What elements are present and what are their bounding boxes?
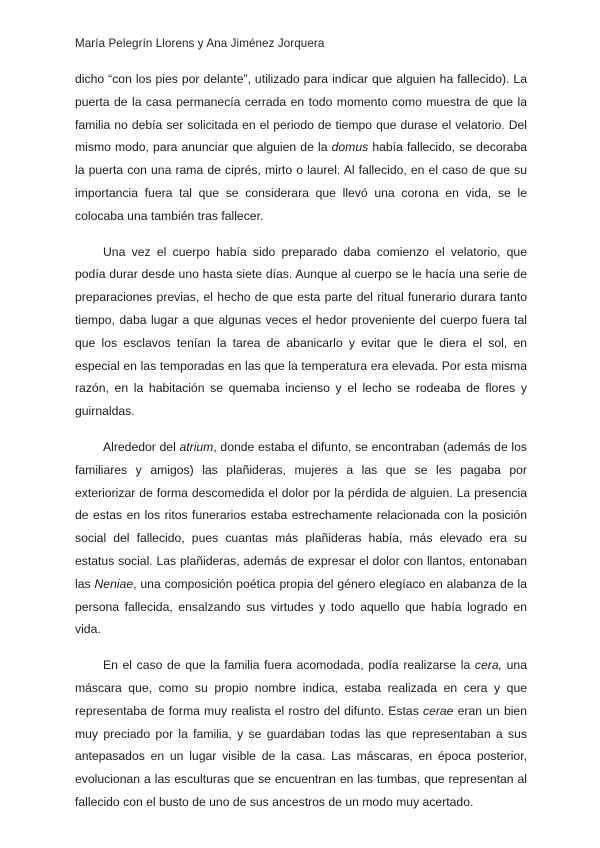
paragraph-text: Alrededor del (103, 439, 180, 454)
running-header-authors: María Pelegrín Llorens y Ana Jiménez Jorquera (75, 37, 325, 50)
italic-term: domus (331, 140, 369, 155)
italic-term: cerae (422, 703, 454, 718)
paragraph-1 (75, 68, 527, 228)
paragraph-text: eran un bien muy preciado por la familia, y se guardaban todas las que representaban a sus antepasados en un lugar visible de la casa. Las máscaras, en época posterior, evolucionan a las esculturas que se encuentran en las tumbas, que representan al fallecido con el busto de uno de sus ancestros de un modo muy acertado. (75, 703, 527, 809)
paragraph-text: En el caso de que la familia fuera acomodada, podía realizarse la (103, 658, 475, 673)
paragraph-text: , una composición poética propia del género elegíaco en alabanza de la persona fallecida, ensalzando sus virtudes y todo aquello que había logrado en vida. (75, 576, 527, 637)
paragraph-text: , donde estaba el difunto, se encontraban (además de los familiares y amigos) las plañideras, mujeres a las que se les pagaba por exteriorizar de forma descomedida el dolor por la pérdida de alguien. La presencia de estas en los ritos funerarios estaba estrechamente relacionada con la posición social del fallecido, pues cuantas más plañideras había, más elevado era su estatus social. Las plañideras, además de expresar el dolor con llantos, entonaban las (75, 439, 527, 591)
paragraph-4 (75, 654, 527, 814)
paragraph-3 (75, 436, 527, 641)
italic-term: cera, (474, 658, 503, 673)
paragraph-text: dicho “con los pies por delante”, utilizado para indicar que alguien ha fallecido). La puerta de la casa permanecía cerrada en todo momento como muestra de que la familia no debía ser solicitada en el periodo de tiempo que durase el velatorio. Del mismo modo, para anunciar que alguien de la (75, 72, 527, 155)
italic-term: atrium (179, 439, 214, 454)
paragraph-text: Una vez el cuerpo había sido preparado daba comienzo el velatorio, que podía durar desde uno hasta siete días. Aunque al cuerpo se le hacía una serie de preparaciones previas, el hecho de que esta parte del ritual funerario durara tanto tiempo, daba lugar a que algunas veces el hedor proveniente del cuerpo fuera tal que los esclavos tenían la tarea de abanicarlo y evitar que le diera el sol, en especial en las temporadas en las que la temperatura era elevada. Por esta misma razón, en la habitación se quemaba incienso y el lecho se rodeaba de flores y guirnaldas. (75, 244, 527, 419)
italic-term: Neniae (94, 576, 134, 591)
paragraph-2 (75, 241, 527, 423)
body-text (75, 68, 527, 827)
paragraph-text: había fallecido, se decoraba la puerta con una rama de ciprés, mirto o laurel. Al fallecido, en el caso de que su importancia fuera tal que se considerara que llevó una corona en vida, se le colocaba una también tras fallecer. (75, 140, 528, 223)
paragraph-text: una máscara que, como su propio nombre indica, estaba realizada en cera y que representaba de forma muy realista el rostro del difunto. Estas (75, 658, 527, 718)
